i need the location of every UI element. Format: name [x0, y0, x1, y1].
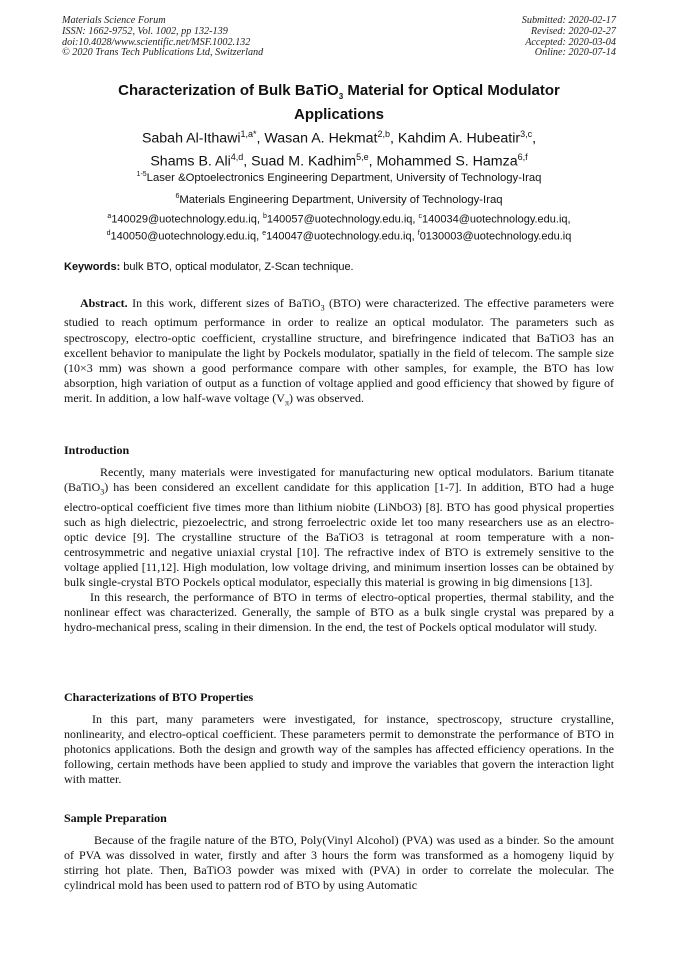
submission-dates	[522, 16, 616, 59]
affiliation-2-text: Materials Engineering Department, University of Technology-Iraq	[179, 193, 503, 206]
sample-preparation-section	[64, 833, 614, 893]
author-3-comma: ,	[532, 130, 537, 147]
date-submitted: Submitted: 2020-02-17	[521, 15, 616, 26]
author-3: , Kahdim A. Hubeatir	[389, 130, 521, 147]
sample-preparation-heading: Sample Preparation	[64, 811, 167, 825]
title-line2: Applications	[293, 105, 384, 123]
author-4-sup: 4,d	[230, 152, 244, 163]
keywords	[64, 261, 616, 274]
email-d[interactable]: 140050@uotechnology.edu.iq,	[110, 231, 263, 244]
author-1: Sabah Al-Ithawi	[141, 130, 241, 147]
journal-doi: doi:10.4028/www.scientific.net/MSF.1002.132	[62, 36, 251, 48]
email-a-sup: a	[107, 213, 112, 220]
journal-issn: ISSN: 1662-9752, Vol. 1002, pp 132-139	[62, 25, 228, 37]
date-revised: Revised: 2020-02-27	[530, 25, 616, 37]
abstract-text-2: (BTO) were characterized. The effective parameters were studied to reach optimum performance in order to realize an optical modulator. The parameters such as spectroscopy, electro-optic coefficient, crystalline structure, and birefringence indicated that BaTiO3 has an excellent behavior to manipulate the light by Pockels modulator, spatially in the field of telecom. The sample size (10×3 mm) was shown a good performance compare with other samples, for example, the BTO has low absorption, high variation of output as a function of voltage applied and good efficiency that showed by figure of merit. In addition, a low half-wave voltage (V	[64, 296, 614, 405]
author-1-sup: 1,a*	[240, 129, 257, 139]
email-line-1	[62, 210, 616, 227]
characterizations-section	[64, 712, 614, 787]
email-c-sup: c	[418, 213, 422, 220]
title-prefix: Characterization of Bulk BaTiO	[118, 82, 339, 99]
author-list	[62, 125, 616, 171]
introduction-paragraph-2: In this research, the performance of BTO in terms of electro-optical properties, thermal stability, and the nonlinear effect was characterized. Generally, the sample of BTO as a bulk single crystal was prepared by a hydro-mechanical press, scaling in their dimension. In the end, the test of Pockels optical modulator will study.	[64, 590, 614, 635]
intro-p1-b: ) has been considered an excellent candidate for this application [1-7]. In addition, BTO had a huge electro-optical coefficient five times more than lithium niobite (LiNbO3) [8]. BTO has good physical properties such as high dielectric, piezoelectric, and strong ferroelectric oxide let too many researchers use as an electro-optic device [9]. The crystalline structure of the BaTiO3 is tetragonal at room temperature with a non-centrosymmetric and negative uniaxial crystal [10]. The refractive index of BTO is extremely sensitive to the voltage applied [11,12]. High modulation, low voltage driving, and minimum insertion losses can be obtained by bulk single-crystal BTO Pockels optical modulator, especially this material is growing in big dimensions [13].	[64, 480, 614, 590]
email-line-2	[62, 227, 616, 244]
author-2-sup: 2,b	[377, 129, 390, 139]
author-5-sup: 5,e	[356, 152, 369, 163]
title-line1-rest: Material for Optical Modulator	[343, 82, 560, 99]
journal-name: Materials Science Forum	[62, 15, 166, 26]
email-e[interactable]: 140047@uotechnology.edu.iq,	[266, 231, 418, 244]
introduction-heading: Introduction	[64, 443, 130, 457]
date-online: Online: 2020-07-14	[534, 47, 616, 59]
characterizations-heading: Characterizations of BTO Properties	[64, 690, 254, 704]
intro-p1-a: Recently, many materials were investigated for manufacturing new optical modulators. Barium titanate (BaTiO	[64, 465, 614, 495]
abstract-sub-2: π	[284, 398, 289, 408]
paper-title	[62, 82, 616, 123]
affiliation-1	[62, 168, 616, 185]
date-accepted: Accepted: 2020-03-04	[525, 36, 616, 48]
characterizations-paragraph-1: In this part, many parameters were investigated, for instance, spectroscopy, structure crystalline, nonlinearity, and electro-optical coefficient. These parameters permit to demonstrate the performance of BTO in photonics applications. Both the design and growth way of the samples has affected efficiency operations. In the following, certain methods have been applied to study and improve the variables that govern the interaction light with matter.	[64, 712, 614, 787]
introduction-section	[64, 465, 614, 635]
email-list	[62, 210, 616, 245]
author-6-sup: 6,f	[517, 152, 528, 163]
title-subscript: 3	[338, 92, 344, 101]
abstract-sub-1: 3	[320, 303, 325, 313]
affiliation-2	[62, 190, 616, 207]
email-f[interactable]: 0130003@uotechnology.edu.iq	[419, 231, 572, 244]
email-b[interactable]: 140057@uotechnology.edu.iq,	[266, 213, 419, 226]
abstract	[64, 296, 614, 410]
abstract-paragraph	[64, 296, 614, 410]
abstract-text-1: In this work, different sizes of BaTiO	[127, 296, 321, 310]
keywords-label: Keywords:	[64, 261, 121, 273]
abstract-text-3: ) was observed.	[288, 390, 364, 405]
journal-info	[62, 16, 263, 59]
intro-p1-sub: 3	[100, 487, 105, 497]
keywords-text: bulk BTO, optical modulator, Z-Scan technique.	[120, 261, 354, 273]
author-4: Shams B. Ali	[150, 153, 231, 170]
affiliation-1-sup: 1-5	[136, 171, 147, 178]
author-5: , Suad M. Kadhim	[243, 153, 357, 170]
affiliation-2-sup: 6	[175, 193, 180, 200]
email-a[interactable]: 140029@uotechnology.edu.iq,	[111, 213, 263, 226]
author-6: , Mohammed S. Hamza	[368, 153, 518, 170]
email-e-sup: e	[262, 230, 267, 238]
introduction-paragraph-1	[64, 465, 614, 590]
affiliation-1-text: Laser &Optoelectronics Engineering Department, University of Technology-Iraq	[146, 171, 542, 184]
email-c[interactable]: 140034@uotechnology.edu.iq,	[422, 213, 571, 226]
email-b-sup: b	[262, 213, 267, 220]
sample-preparation-paragraph-1: Because of the fragile nature of the BTO, Poly(Vinyl Alcohol) (PVA) was used as a binder. So the amount of PVA was dissolved in water, firstly and after 3 hours the form was transformed as a homogeny liquid by stirring hot plate. Then, BaTiO3 powder was mixed with (PVA) in order to correlate the molecular. The cylindrical mold has been used to pattern rod of BTO by using Automatic	[64, 833, 614, 893]
email-d-sup: d	[106, 230, 111, 238]
author-2: , Wasan A. Hekmat	[256, 130, 378, 147]
email-f-sup: f	[417, 230, 420, 238]
journal-copyright: © 2020 Trans Tech Publications Ltd, Switzerland	[62, 47, 264, 59]
abstract-label: Abstract.	[80, 296, 128, 310]
author-3-sup: 3,c	[520, 129, 533, 139]
